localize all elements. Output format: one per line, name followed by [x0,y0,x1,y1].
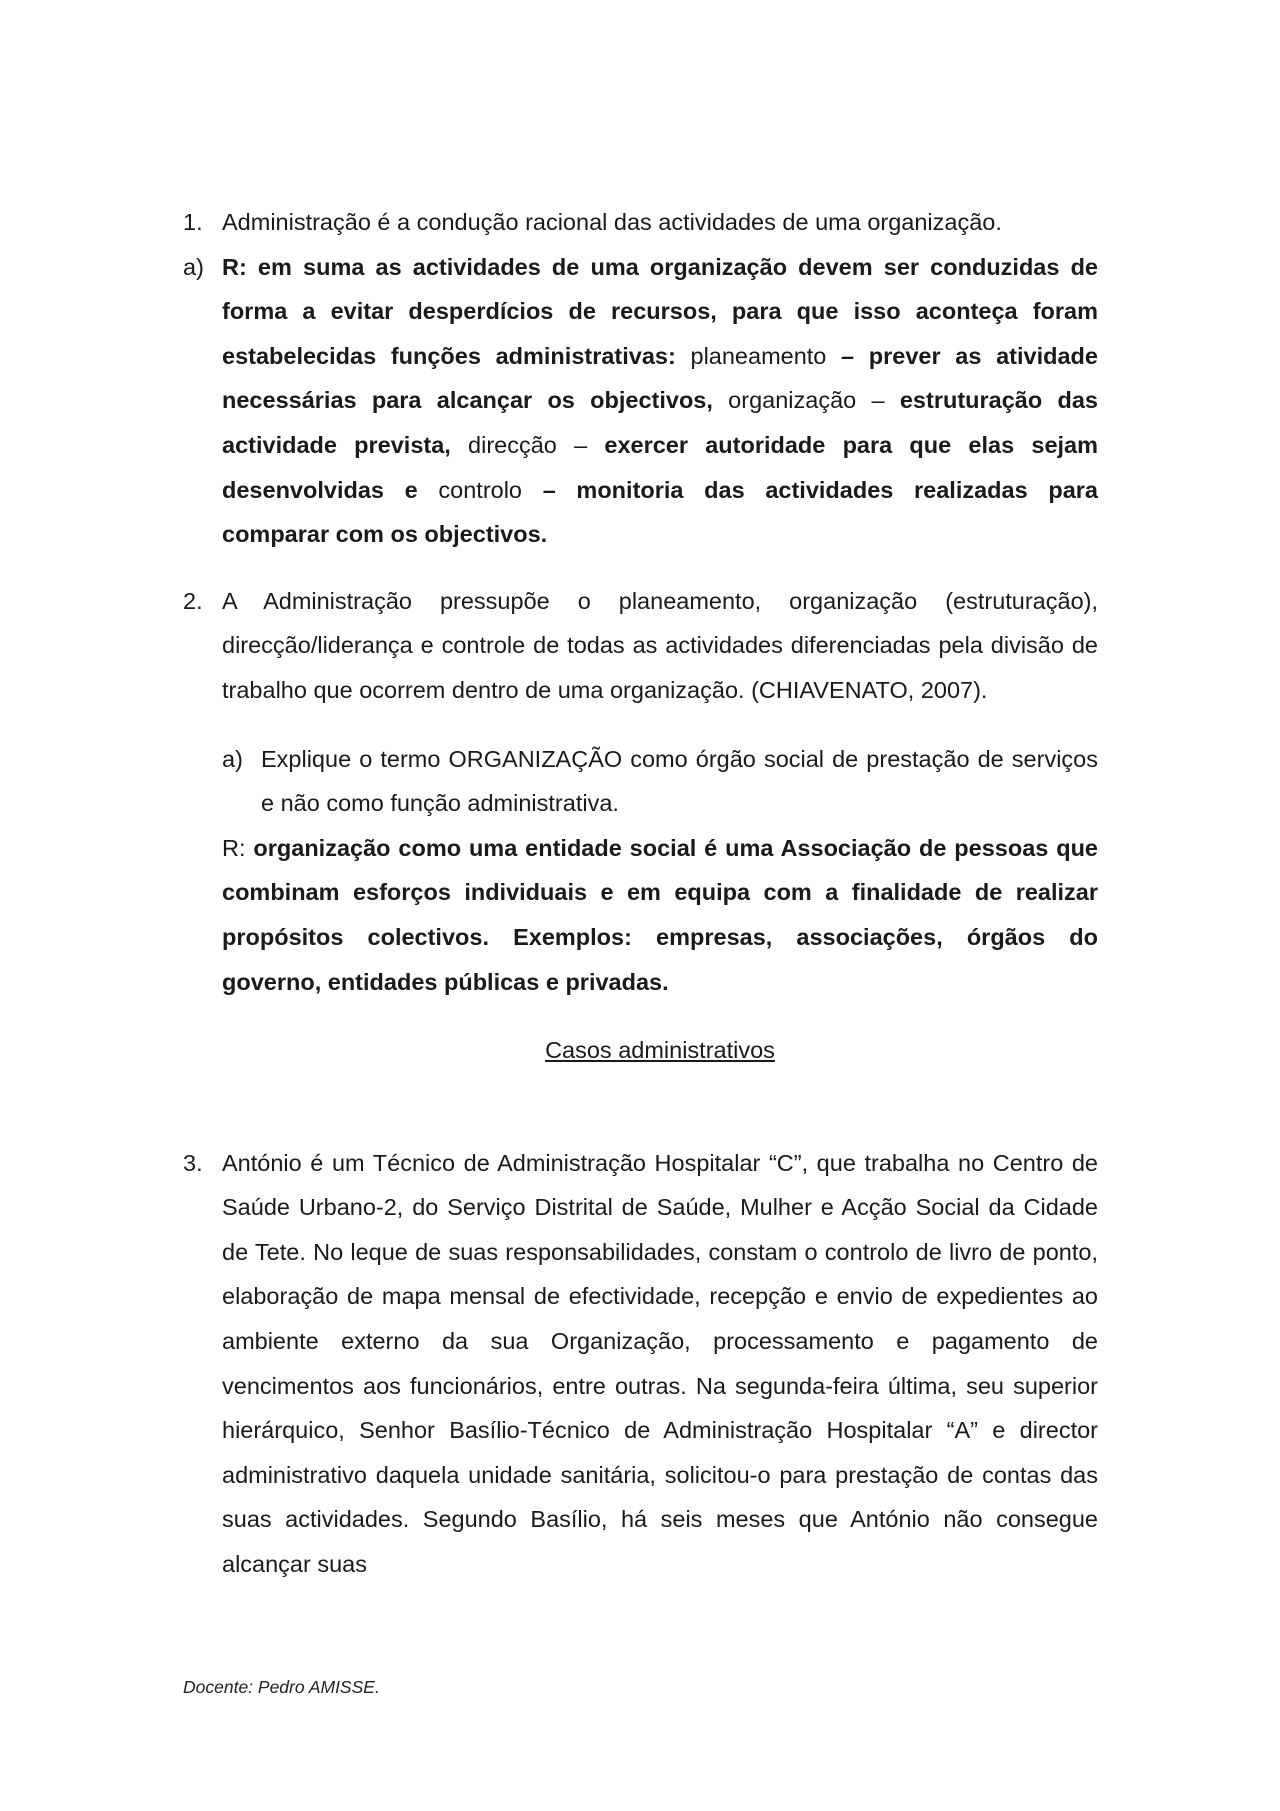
page-footer: Docente: Pedro AMISSE. [183,1677,380,1697]
term-organization: organização – [712,387,900,414]
control-description: – monitoria das actividades realizadas para comparar com os objectivos. [222,476,1098,548]
answer-body: organização como uma entidade social é uma Associação de pessoas que combinam esforços individuais e em equipa com a finalidade de realizar propósitos colectivos. Exemplos: empresas, associações, órgãos do governo, entidades públicas e privadas. [222,834,1099,995]
question-2-number: 2. [183,587,203,614]
answer-intro: R: em suma as actividades de uma organização devem ser conduzidas de forma a evitar desperdícios de recursos, para que isso aconteça foram estabelecidas funções administrativas: [222,253,1098,369]
question-1 [183,200,1098,245]
question-3-text: António é um Técnico de Administração Hospitalar “C”, que trabalha no Centro de Saúde Urbano-2, do Serviço Distrital de Saúde, Mulher e Acção Social da Cidade de Tete. No leque de suas responsabilidades, constam o controlo de livro de ponto, elaboração de mapa mensal de efectividade, recepção e envio de expedientes ao ambiente externo da sua Organização, processamento e pagamento de vencimentos aos funcionários, entre outras. Na segunda-feira última, seu superior hierárquico, Senhor Basílio-Técnico de Administração Hospitalar “A” e director administrativo daquela unidade sanitária, solicitou-o para prestação de contas das suas actividades. Segundo Basílio, há seis meses que António não consegue alcançar suas [222,1149,1098,1578]
planning-description: – prever as atividade necessárias para alcançar os objectivos, [222,342,1098,414]
question-2-sub-a [222,737,1098,826]
question-2-answer [222,826,1098,1004]
spacer [183,1073,1098,1141]
term-control: controlo [417,476,543,503]
question-1-answer [183,245,1098,557]
question-3 [183,1141,1098,1587]
question-1-answer-marker: a) [183,253,204,280]
document-body [183,200,1098,1587]
question-1-number: 1. [183,209,203,235]
question-3-number: 3. [183,1149,203,1176]
spacer [183,713,1098,737]
spacer [183,1004,1098,1028]
answer-prefix: R: [222,834,254,861]
question-2-sub-text: Explique o termo ORGANIZAÇÃO como órgão social de prestação de serviços e não como função administrativa. [261,745,1098,817]
spacer [183,557,1098,579]
question-2-answer-text [222,826,1098,1004]
direction-description: exercer autoridade para que elas sejam desenvolvidas e [222,431,1099,503]
term-planning: planeamento [675,342,842,369]
organization-description: estruturação das actividade prevista, [222,387,1098,458]
question-1-answer-text [222,245,1098,557]
term-direction: direcção – [450,431,605,458]
question-1-text: Administração é a condução racional das actividades de uma organização. [222,209,1002,235]
section-title: Casos administrativos [545,1037,775,1064]
question-2-text: A Administração pressupõe o planeamento, organização (estruturação), direcção/liderança e controle de todas as actividades diferenciadas pela divisão de trabalho que ocorrem dentro de uma organização. (CHIAVENATO, 2007). [222,587,1098,703]
question-2-sub-marker: a) [222,745,243,772]
question-2 [183,579,1098,713]
